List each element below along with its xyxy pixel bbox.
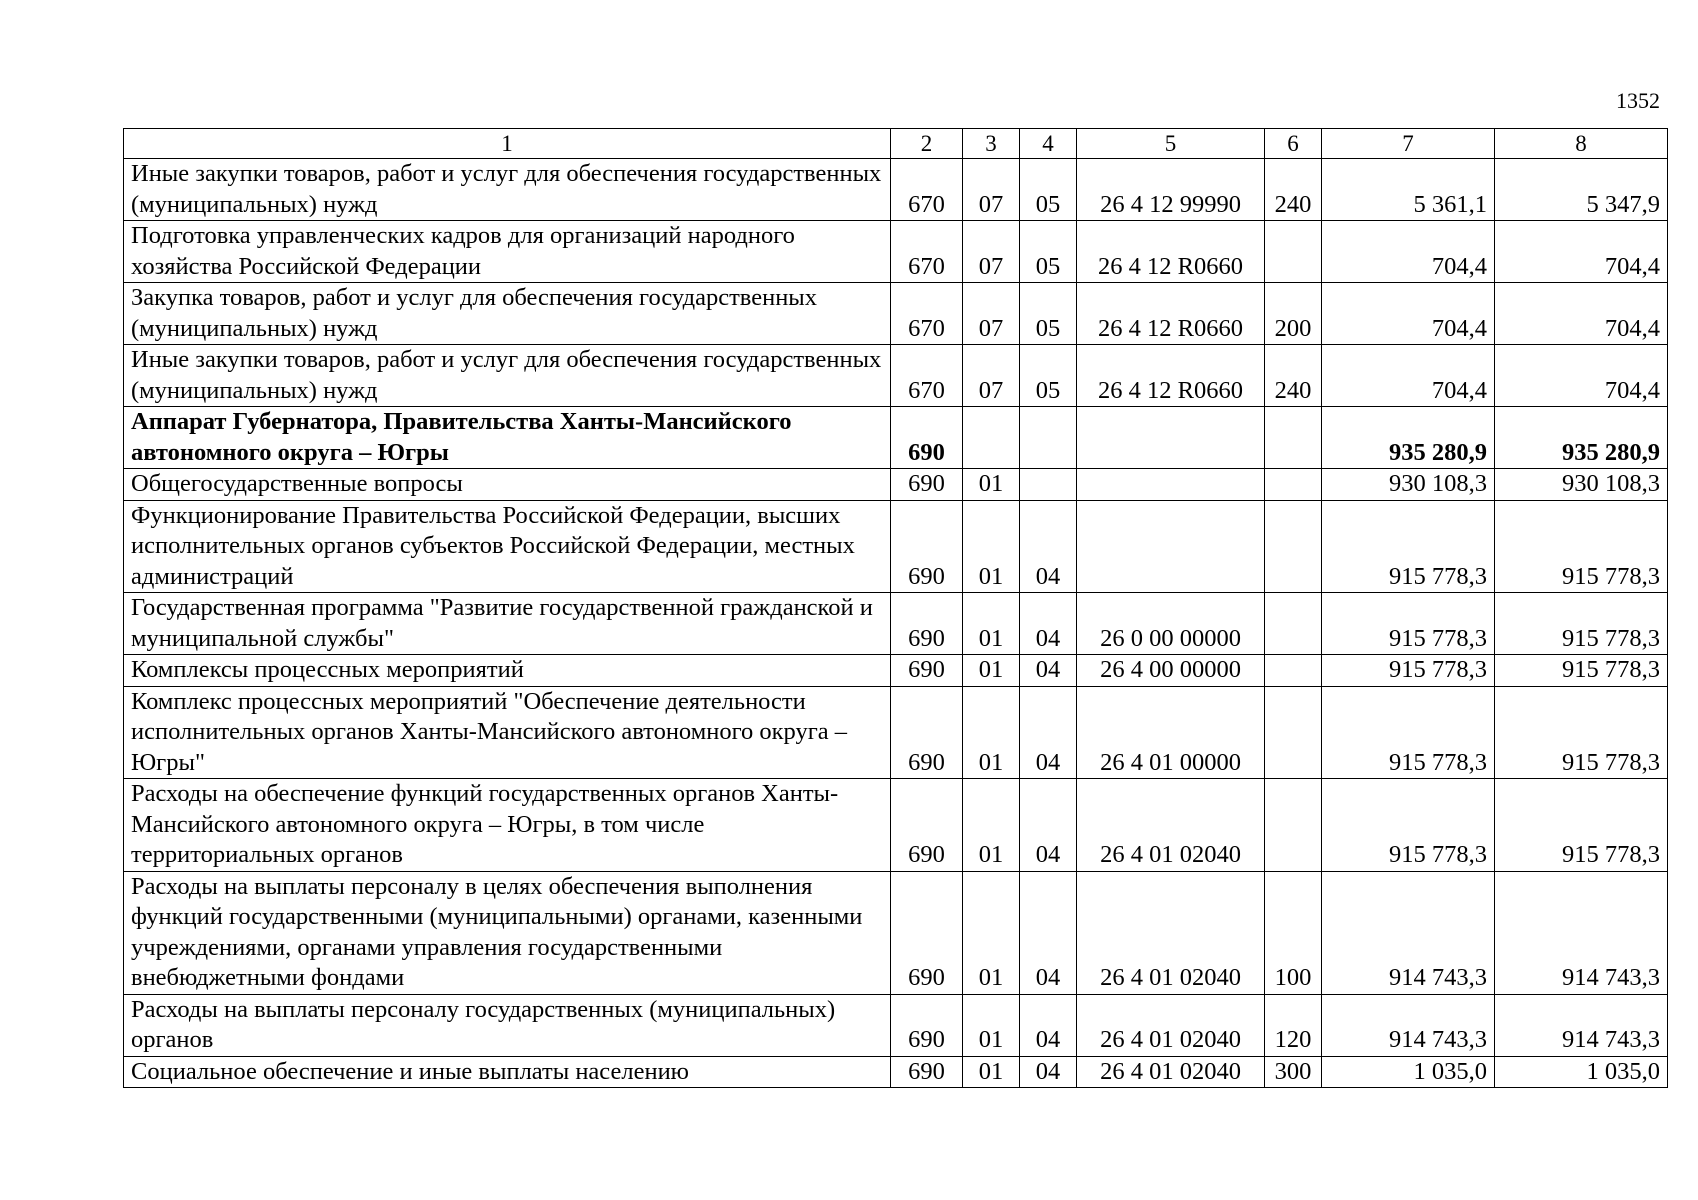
grbs-cell: 690: [891, 500, 963, 593]
grbs-cell: 690: [891, 871, 963, 994]
expense-type-cell: 120: [1265, 994, 1322, 1056]
amount-col7-cell: 914 743,3: [1322, 871, 1495, 994]
grbs-cell: 690: [891, 1056, 963, 1088]
target-article-cell: 26 4 12 99990: [1077, 159, 1265, 221]
amount-col8-cell: 914 743,3: [1495, 994, 1668, 1056]
column-header: 6: [1265, 129, 1322, 159]
row-name-cell: Расходы на выплаты персоналу государственных (муниципальных) органов: [124, 994, 891, 1056]
grbs-cell: 670: [891, 159, 963, 221]
expense-type-cell: [1265, 655, 1322, 687]
amount-col7-cell: 915 778,3: [1322, 500, 1495, 593]
expense-type-cell: [1265, 221, 1322, 283]
grbs-cell: 690: [891, 593, 963, 655]
header-row: [124, 129, 1668, 159]
section-cell: 01: [963, 500, 1020, 593]
target-article-cell: 26 4 01 02040: [1077, 1056, 1265, 1088]
table-row: [124, 407, 1668, 469]
target-article-cell: [1077, 500, 1265, 593]
subsection-cell: 05: [1020, 345, 1077, 407]
grbs-cell: 690: [891, 469, 963, 501]
section-cell: 01: [963, 686, 1020, 779]
table-row: [124, 779, 1668, 872]
section-cell: 01: [963, 593, 1020, 655]
expense-type-cell: [1265, 779, 1322, 872]
table-row: [124, 994, 1668, 1056]
subsection-cell: 04: [1020, 994, 1077, 1056]
subsection-cell: 04: [1020, 593, 1077, 655]
amount-col7-cell: 1 035,0: [1322, 1056, 1495, 1088]
target-article-cell: 26 0 00 00000: [1077, 593, 1265, 655]
expense-type-cell: [1265, 407, 1322, 469]
expense-type-cell: 240: [1265, 159, 1322, 221]
grbs-cell: 690: [891, 994, 963, 1056]
amount-col7-cell: 915 778,3: [1322, 779, 1495, 872]
section-cell: 01: [963, 871, 1020, 994]
amount-col8-cell: 935 280,9: [1495, 407, 1668, 469]
grbs-cell: 690: [891, 779, 963, 872]
subsection-cell: 04: [1020, 871, 1077, 994]
subsection-cell: [1020, 469, 1077, 501]
section-cell: 01: [963, 469, 1020, 501]
subsection-cell: 05: [1020, 283, 1077, 345]
expense-type-cell: 240: [1265, 345, 1322, 407]
section-cell: 01: [963, 779, 1020, 872]
expense-type-cell: [1265, 469, 1322, 501]
section-cell: 01: [963, 655, 1020, 687]
budget-table: [123, 128, 1668, 1088]
row-name-cell: Расходы на выплаты персоналу в целях обеспечения выполнения функций государственными (муниципальными) органами, казенными учреждениями, органами управления государственными внебюджетными фондами: [124, 871, 891, 994]
subsection-cell: 05: [1020, 221, 1077, 283]
column-header: 5: [1077, 129, 1265, 159]
amount-col8-cell: 915 778,3: [1495, 593, 1668, 655]
grbs-cell: 670: [891, 345, 963, 407]
target-article-cell: 26 4 00 00000: [1077, 655, 1265, 687]
row-name-cell: Аппарат Губернатора, Правительства Ханты-Мансийского автономного округа – Югры: [124, 407, 891, 469]
expense-type-cell: [1265, 686, 1322, 779]
amount-col8-cell: 704,4: [1495, 221, 1668, 283]
section-cell: 07: [963, 221, 1020, 283]
expense-type-cell: 100: [1265, 871, 1322, 994]
target-article-cell: 26 4 01 02040: [1077, 994, 1265, 1056]
target-article-cell: 26 4 12 R0660: [1077, 345, 1265, 407]
column-header: 1: [124, 129, 891, 159]
grbs-cell: 690: [891, 407, 963, 469]
amount-col8-cell: 704,4: [1495, 345, 1668, 407]
table-row: [124, 593, 1668, 655]
amount-col8-cell: 915 778,3: [1495, 779, 1668, 872]
table-row: [124, 655, 1668, 687]
amount-col7-cell: 704,4: [1322, 345, 1495, 407]
page-number: 1352: [1616, 88, 1660, 113]
amount-col7-cell: 5 361,1: [1322, 159, 1495, 221]
amount-col8-cell: 704,4: [1495, 283, 1668, 345]
amount-col8-cell: 915 778,3: [1495, 500, 1668, 593]
table-row: [124, 469, 1668, 501]
row-name-cell: Государственная программа "Развитие государственной гражданской и муниципальной службы": [124, 593, 891, 655]
table-row: [124, 500, 1668, 593]
amount-col7-cell: 930 108,3: [1322, 469, 1495, 501]
row-name-cell: Подготовка управленческих кадров для организаций народного хозяйства Российской Федерации: [124, 221, 891, 283]
row-name-cell: Социальное обеспечение и иные выплаты населению: [124, 1056, 891, 1088]
row-name-cell: Комплекс процессных мероприятий "Обеспечение деятельности исполнительных органов Ханты-Мансийского автономного округа – Югры": [124, 686, 891, 779]
subsection-cell: 04: [1020, 1056, 1077, 1088]
target-article-cell: 26 4 01 02040: [1077, 871, 1265, 994]
row-name-cell: Функционирование Правительства Российской Федерации, высших исполнительных органов субъектов Российской Федерации, местных администраций: [124, 500, 891, 593]
table-row: [124, 871, 1668, 994]
section-cell: 07: [963, 159, 1020, 221]
grbs-cell: 690: [891, 655, 963, 687]
grbs-cell: 670: [891, 221, 963, 283]
target-article-cell: [1077, 469, 1265, 501]
row-name-cell: Иные закупки товаров, работ и услуг для обеспечения государственных (муниципальных) нужд: [124, 345, 891, 407]
amount-col8-cell: 5 347,9: [1495, 159, 1668, 221]
subsection-cell: 04: [1020, 686, 1077, 779]
row-name-cell: Расходы на обеспечение функций государственных органов Ханты-Мансийского автономного округа – Югры, в том числе территориальных органов: [124, 779, 891, 872]
expense-type-cell: [1265, 593, 1322, 655]
column-header: 8: [1495, 129, 1668, 159]
column-header: 3: [963, 129, 1020, 159]
amount-col8-cell: 914 743,3: [1495, 871, 1668, 994]
target-article-cell: 26 4 12 R0660: [1077, 283, 1265, 345]
table-row: [124, 159, 1668, 221]
expense-type-cell: 300: [1265, 1056, 1322, 1088]
grbs-cell: 690: [891, 686, 963, 779]
table-row: [124, 1056, 1668, 1088]
row-name-cell: Иные закупки товаров, работ и услуг для обеспечения государственных (муниципальных) нужд: [124, 159, 891, 221]
amount-col7-cell: 914 743,3: [1322, 994, 1495, 1056]
amount-col7-cell: 915 778,3: [1322, 655, 1495, 687]
section-cell: 01: [963, 994, 1020, 1056]
table-row: [124, 345, 1668, 407]
amount-col7-cell: 915 778,3: [1322, 593, 1495, 655]
amount-col7-cell: 704,4: [1322, 221, 1495, 283]
target-article-cell: 26 4 01 00000: [1077, 686, 1265, 779]
subsection-cell: 04: [1020, 779, 1077, 872]
column-header: 7: [1322, 129, 1495, 159]
amount-col7-cell: 704,4: [1322, 283, 1495, 345]
table-row: [124, 283, 1668, 345]
section-cell: [963, 407, 1020, 469]
target-article-cell: 26 4 01 02040: [1077, 779, 1265, 872]
subsection-cell: 04: [1020, 655, 1077, 687]
amount-col7-cell: 915 778,3: [1322, 686, 1495, 779]
section-cell: 07: [963, 345, 1020, 407]
table-row: [124, 686, 1668, 779]
table-row: [124, 221, 1668, 283]
expense-type-cell: [1265, 500, 1322, 593]
target-article-cell: 26 4 12 R0660: [1077, 221, 1265, 283]
amount-col7-cell: 935 280,9: [1322, 407, 1495, 469]
subsection-cell: [1020, 407, 1077, 469]
column-header: 4: [1020, 129, 1077, 159]
subsection-cell: 04: [1020, 500, 1077, 593]
row-name-cell: Общегосударственные вопросы: [124, 469, 891, 501]
target-article-cell: [1077, 407, 1265, 469]
grbs-cell: 670: [891, 283, 963, 345]
amount-col8-cell: 1 035,0: [1495, 1056, 1668, 1088]
row-name-cell: Комплексы процессных мероприятий: [124, 655, 891, 687]
expense-type-cell: 200: [1265, 283, 1322, 345]
section-cell: 07: [963, 283, 1020, 345]
amount-col8-cell: 915 778,3: [1495, 655, 1668, 687]
row-name-cell: Закупка товаров, работ и услуг для обеспечения государственных (муниципальных) нужд: [124, 283, 891, 345]
subsection-cell: 05: [1020, 159, 1077, 221]
amount-col8-cell: 930 108,3: [1495, 469, 1668, 501]
section-cell: 01: [963, 1056, 1020, 1088]
amount-col8-cell: 915 778,3: [1495, 686, 1668, 779]
column-header: 2: [891, 129, 963, 159]
